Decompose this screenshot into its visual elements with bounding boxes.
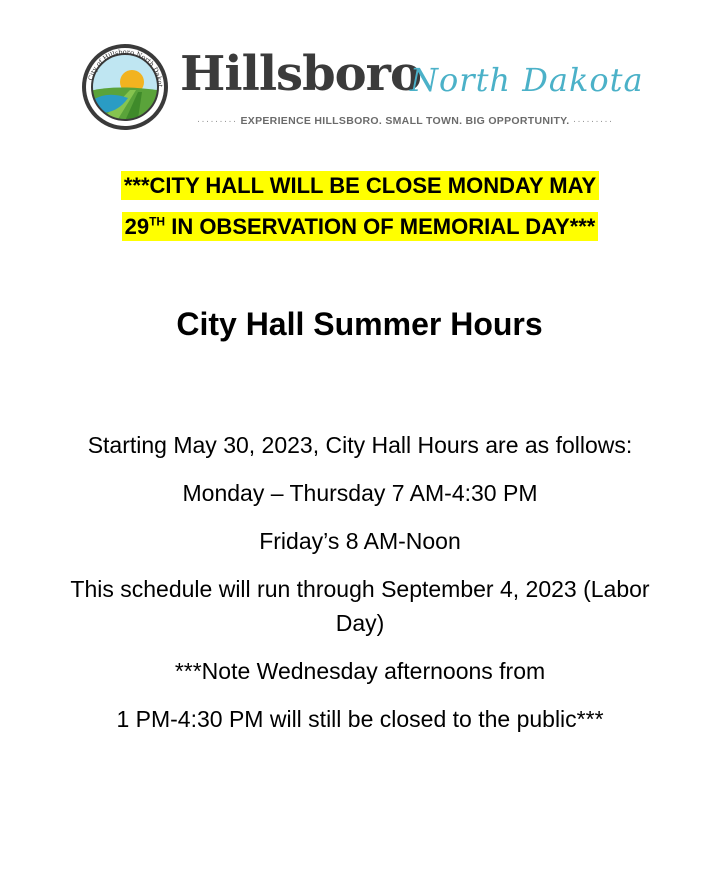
wednesday-note: ***Note Wednesday afternoons from <box>174 658 546 684</box>
city-logo <box>80 40 660 135</box>
page-title: City Hall Summer Hours <box>176 306 543 342</box>
wednesday-closed: 1 PM-4:30 PM will still be closed to the public*** <box>116 706 604 732</box>
brand-script: North Dakota <box>410 61 644 99</box>
city-seal-icon <box>80 42 170 132</box>
schedule-end: This schedule will run through September 4, 2023 (Labor Day) <box>70 576 650 636</box>
hours-intro: Starting May 30, 2023, City Hall Hours are as follows: <box>87 432 633 458</box>
logo-tagline: ········· EXPERIENCE HILLSBORO. SMALL TOWN. BIG OPPORTUNITY. ········· <box>196 115 614 127</box>
seal-text: City of Hillsboro North Dakot <box>86 47 165 88</box>
alert-line-1: ***CITY HALL WILL BE CLOSE MONDAY MAY <box>121 171 599 200</box>
tagline-text: EXPERIENCE HILLSBORO. SMALL TOWN. BIG OPPORTUNITY. <box>240 115 570 127</box>
weekday-hours: Monday – Thursday 7 AM-4:30 PM <box>182 480 538 506</box>
friday-hours: Friday’s 8 AM-Noon <box>259 528 461 554</box>
closure-alert <box>40 168 680 245</box>
hours-body <box>60 428 660 750</box>
brand-wordmark: Hillsboro <box>180 46 421 102</box>
alert-line-2: 29TH IN OBSERVATION OF MEMORIAL DAY*** <box>122 212 599 241</box>
